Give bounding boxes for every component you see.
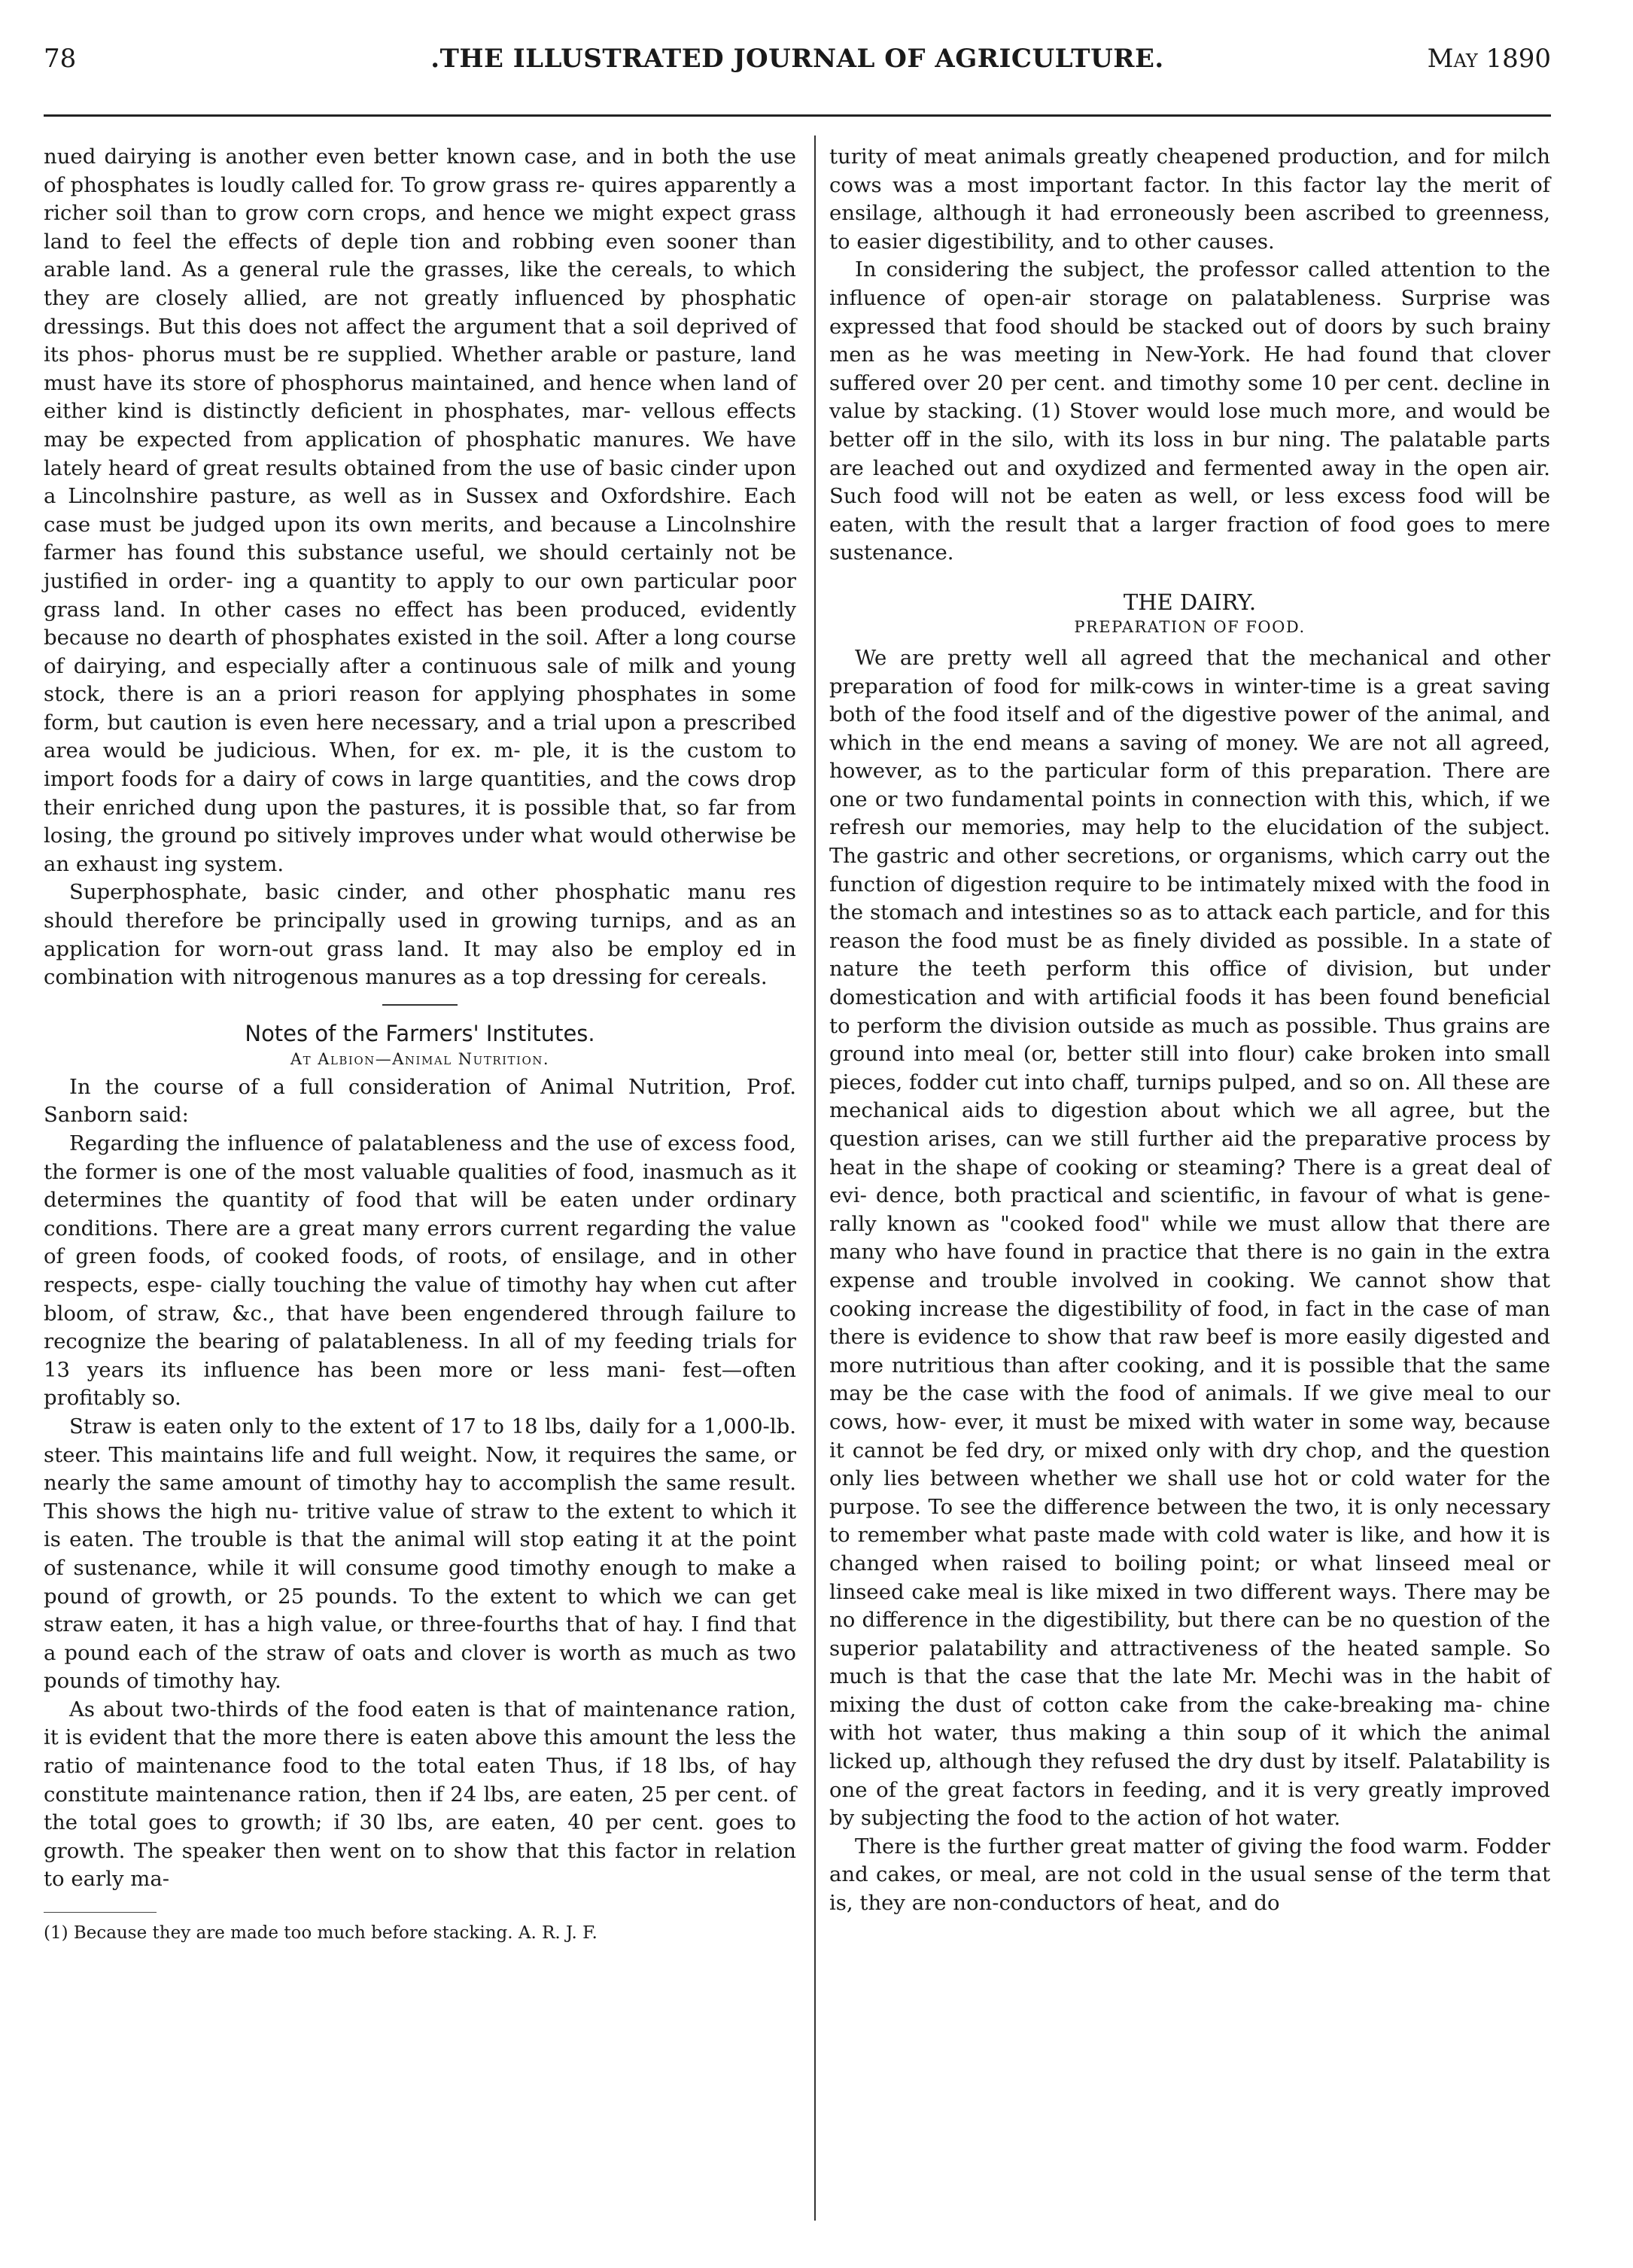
right-column <box>829 143 1550 1918</box>
section-title: THE DAIRY. <box>1123 589 1257 615</box>
section-divider <box>382 1004 458 1006</box>
page-number: 78 <box>44 44 77 74</box>
paragraph: As about two-thirds of the food eaten is that of maintenance ration, it is evident that the more there is eaten above this amount the less the ratio of maintenance food to the total eaten Thus, if 18 lbs, of hay constitute maintenance ration, then if 24 lbs, are eaten, 25 per cent. of the total goes to growth; if 30 lbs, are eaten, 40 per cent. goes to growth. The speaker then went on to show that this factor in relation to early ma- <box>44 1697 796 1892</box>
paragraph: In considering the subject, the professor called attention to the influence of open-air storage on palatableness. Surprise was expressed that food should be stacked out of doors by such brainy men as he was meeting in New-York. He had found that clover suffered over 20 per cent. and timothy some 10 per cent. decline in value by stacking. (1) Stover would lose much more, and would be better off in the silo, with its loss in bur ning. The palatable parts are leached out and oxydized and fermented away in the open air. Such food will not be eaten as well, or less excess food will be eaten, with the result that a larger fraction of food goes to mere sustenance. <box>829 257 1550 565</box>
paragraph: Regarding the influence of palatableness and the use of excess food, the former is one of the most valuable qualities of food, inasmuch as it determines the quantity of food that will be eaten under ordinary conditions. There are a great many errors current regarding the value of green foods, of cooked foods, of roots, of ensilage, and in other respects, espe- cially touching the value of timothy hay when cut after bloom, of straw, &c., that have been engendered through failure to recognize the bearing of palatableness. In all of my feeding trials for 13 years its influence has been more or less mani- fest—often profitably so. <box>44 1131 796 1411</box>
left-column <box>44 143 796 1946</box>
paragraph: We are pretty well all agreed that the mechanical and other preparation of food for milk-cows in winter-time is a great saving both of the food itself and of the digestive power of the animal, and which in the end means a saving of money. We are not all agreed, however, as to the particular form of this preparation. There are one or two fundamental points in connection with this, which, if we refresh our memories, may help to the elucidation of the subject. The gastric and other secretions, or organisms, which carry out the function of digestion require to be intimately mixed with the food in the stomach and intestines so as to attack each particle, and for this reason the food must be as finely divided as possible. In a state of nature the teeth perform this office of division, but under domestication and with artificial foods it has been found beneficial to perform the division outside as much as possible. Thus grains are ground into meal (or, better still into flour) cake broken into small pieces, fodder cut into chaff, turnips pulped, and so on. All these are mechanical aids to digestion about which we all agree, but the question arises, can we still further aid the preparative process by heat in the shape of cooking or steaming? There is a great deal of evi- dence, both practical and scientific, in favour of what is gene- rally known as "cooked food" while we must allow that there are many who have found in practice that there is no gain in the extra expense and trouble involved in cooking. We cannot show that cooking increase the digestibility of food, in fact in the case of man there is evidence to show that raw beef is more easily digested and more nutritious than after cooking, and it is possible that the same may be the case with the food of animals. If we give meal to our cows, how- ever, it must be mixed with water in some way, because it cannot be fed dry, or mixed only with dry chop, and the question only lies between whether we shall use hot or cold water for the purpose. To see the difference between the two, it is only necessary to remember what paste made with cold water is like, and how it is changed when raised to boiling point; or what linseed meal or linseed cake meal is like mixed in two different ways. There may be no difference in the digestibility, but there can be no question of the superior palatability and attractiveness of the heated sample. So much is that the case that the late Mr. Mechi was in the habit of mixing the dust of cotton cake from the cake-breaking ma- chine with hot water, thus making a thin soup of it which the animal licked up, although they refused the dry dust by itself. Palatability is one of the great factors in feeding, and it is very greatly improved by subjecting the food to the action of hot water. <box>829 645 1550 1831</box>
section-title: Notes of the Farmers' Institutes. <box>245 1020 595 1046</box>
issue-date: May 1890 <box>1427 44 1551 74</box>
running-head <box>44 44 1551 81</box>
column-divider <box>814 135 816 2221</box>
footnote-rule <box>44 1912 157 1913</box>
paragraph: There is the further great matter of giving the food warm. Fodder and cakes, or meal, are not cold in the usual sense of the term that is, they are non-conductors of heat, and do <box>829 1834 1550 1916</box>
paragraph: Superphosphate, basic cinder, and other phosphatic manu res should therefore be principally used in growing turnips, and as an application for worn-out grass land. It may also be employ ed in combination with nitrogenous manures as a top dressing for cereals. <box>44 880 796 990</box>
paragraph: In the course of a full consideration of Animal Nutrition, Prof. Sanborn said: <box>44 1074 796 1128</box>
section-subtitle: At Albion—Animal Nutrition. <box>290 1049 550 1068</box>
paragraph: turity of meat animals greatly cheapened production, and for milch cows was a most important factor. In this factor lay the merit of ensilage, although it had erroneously been ascribed to greenness, to easier digestibility, and to other causes. <box>829 145 1550 254</box>
journal-title: .THE ILLUSTRATED JOURNAL OF AGRICULTURE. <box>430 44 1164 74</box>
footnote: (1) Because they are made too much before stacking. A. R. J. F. <box>44 1923 598 1944</box>
paragraph: Straw is eaten only to the extent of 17 to 18 lbs, daily for a 1,000-lb. steer. This maintains life and full weight. Now, it requires the same, or nearly the same amount of timothy hay to accomplish the same result. This shows the high nu- tritive value of straw to the extent to which it is eaten. The trouble is that the animal will stop eating it at the point of sustenance, while it will consume good timothy enough to make a pound of growth, or 25 pounds. To the extent to which we can get straw eaten, it has a high value, or three-fourths that of hay. I find that a pound each of the straw of oats and clover is worth as much as two pounds of timothy hay. <box>44 1414 796 1694</box>
section-subtitle: PREPARATION OF FOOD. <box>1074 617 1306 636</box>
paragraph: nued dairying is another even better known case, and in both the use of phosphates is loudly called for. To grow grass re- quires apparently a richer soil than to grow corn crops, and hence we might expect grass land to feel the effects of deple tion and robbing even sooner than arable land. As a general rule the grasses, like the cereals, to which they are closely allied, are not greatly influenced by phosphatic dressings. But this does not affect the argument that a soil deprived of its phos- phorus must be re supplied. Whether arable or pasture, land must have its store of phosphorus maintained, and hence when land of either kind is distinctly deficient in phosphates, mar- vellous effects may be expected from application of phosphatic manures. We have lately heard of great results obtained from the use of basic cinder upon a Lincolnshire pasture, as well as in Sussex and Oxfordshire. Each case must be judged upon its own merits, and because a Lincolnshire farmer has found this substance useful, we should certainly not be justified in order- ing a quantity to apply to our own particular poor grass land. In other cases no effect has been produced, evidently because no dearth of phosphates existed in the soil. After a long course of dairying, and especially after a continuous sale of milk and young stock, there is an a priori reason for applying phosphates in some form, but caution is even here necessary, and a trial upon a prescribed area would be judicious. When, for ex. m- ple, it is the custom to import foods for a dairy of cows in large quantities, and the cows drop their enriched dung upon the pastures, it is possible that, so far from losing, the ground po sitively improves under what would otherwise be an exhaust ing system. <box>44 145 796 876</box>
header-rule <box>44 114 1551 117</box>
